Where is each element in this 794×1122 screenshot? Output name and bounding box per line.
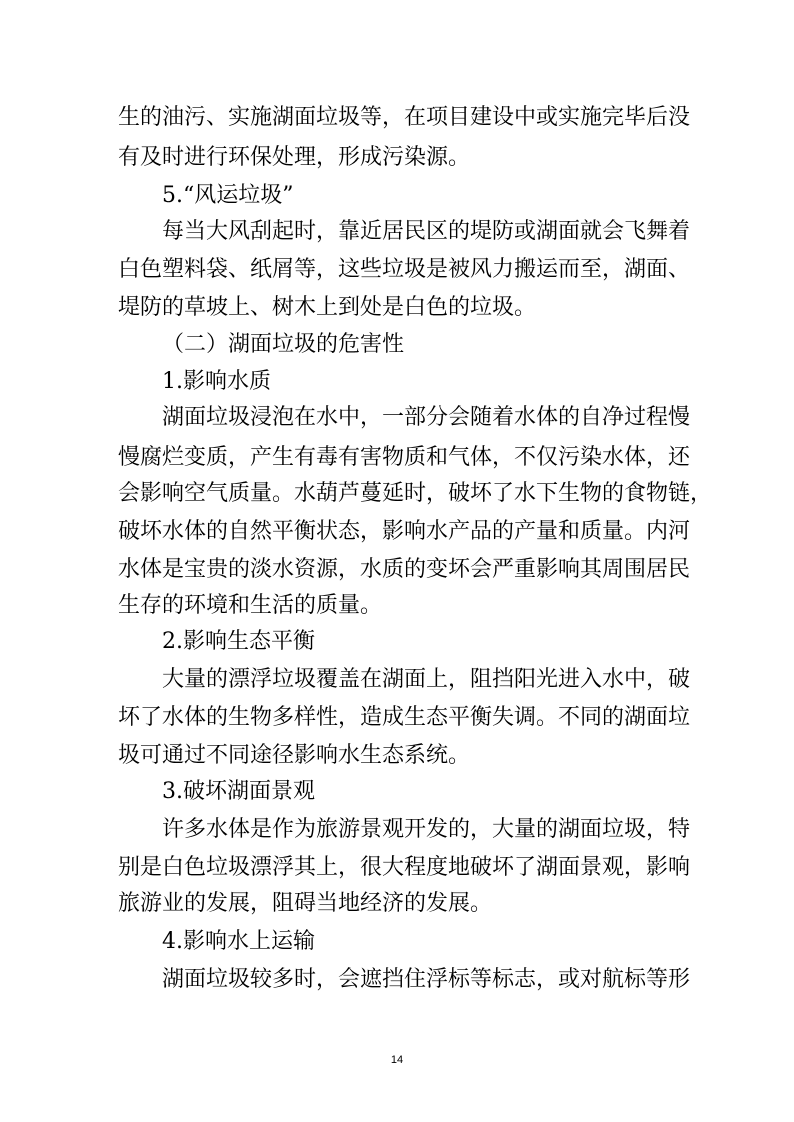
paragraph-line: 大量的漂浮垃圾覆盖在湖面上，阻挡阳光进入水中，破 — [162, 667, 691, 692]
subsection-heading: 2.影响生态平衡 — [162, 629, 315, 654]
paragraph-line: 每当大风刮起时，靠近居民区的堤防或湖面就会飞舞着 — [162, 219, 691, 244]
paragraph-line: 慢腐烂变质，产生有毒有害物质和气体，不仅污染水体，还 — [118, 445, 691, 470]
subsection-heading: 3.破坏湖面景观 — [162, 779, 315, 804]
paragraph-line: 圾可通过不同途径影响水生态系统。 — [118, 743, 471, 768]
page-number: 14 — [390, 1054, 404, 1066]
section-heading: 5.“风运垃圾” — [162, 183, 294, 208]
paragraph-line: 有及时进行环保处理，形成污染源。 — [118, 145, 471, 170]
paragraph-line: 别是白色垃圾漂浮其上，很大程度地破坏了湖面景观，影响 — [118, 855, 691, 880]
paragraph-line: 坏了水体的生物多样性，造成生态平衡失调。不同的湖面垃 — [118, 705, 691, 730]
paragraph-line: 堤防的草坡上、树木上到处是白色的垃圾。 — [118, 295, 537, 320]
paragraph-line: 白色塑料袋、纸屑等，这些垃圾是被风力搬运而至，湖面、 — [118, 257, 691, 282]
section-heading: （二）湖面垃圾的危害性 — [162, 332, 405, 357]
paragraph-line: 生的油污、实施湖面垃圾等，在项目建设中或实施完毕后没 — [118, 105, 691, 130]
paragraph-line: 湖面垃圾较多时，会遮挡住浮标等标志，或对航标等形 — [162, 967, 691, 992]
paragraph-line: 湖面垃圾浸泡在水中，一部分会随着水体的自净过程慢 — [162, 405, 691, 430]
paragraph-line: 水体是宝贵的淡水资源，水质的变坏会严重影响其周围居民 — [118, 557, 691, 582]
subsection-heading: 4.影响水上运输 — [162, 929, 315, 954]
paragraph-line: 生存的环境和生活的质量。 — [118, 593, 383, 618]
paragraph-line: 旅游业的发展，阻碍当地经济的发展。 — [118, 891, 493, 916]
paragraph-line: 许多水体是作为旅游景观开发的，大量的湖面垃圾，特 — [162, 817, 691, 842]
subsection-heading: 1.影响水质 — [162, 369, 271, 394]
paragraph-line: 会影响空气质量。水葫芦蔓延时，破坏了水下生物的食物链， — [118, 481, 713, 506]
paragraph-line: 破坏水体的自然平衡状态，影响水产品的产量和质量。内河 — [118, 519, 691, 544]
